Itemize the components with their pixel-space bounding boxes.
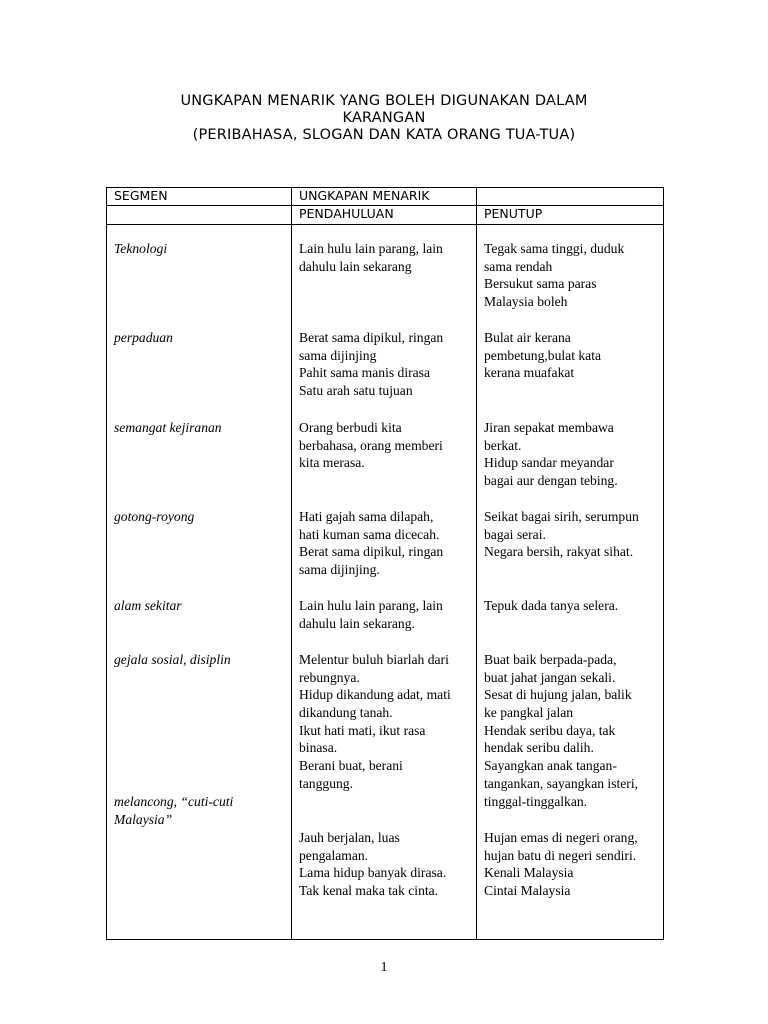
pendahuluan-cell-2 (299, 329, 443, 400)
header-segmen: SEGMEN (107, 188, 292, 206)
pendahuluan-text-line: sama dijinjing (299, 347, 377, 363)
penutup-text-line: bagai aur dengan tebing. (484, 473, 618, 489)
segmen-text-line: alam sekitar (114, 598, 182, 613)
pendahuluan-text-line: dahulu lain sekarang. (299, 615, 415, 631)
penutup-text-line: buat jahat jangan sekali. (484, 669, 616, 685)
pendahuluan-text-line: dahulu lain sekarang (299, 258, 412, 274)
penutup-text-line: Seikat bagai sirih, serumpun (484, 509, 639, 524)
penutup-text-line: bagai serai. (484, 526, 546, 542)
penutup-text-line: sama rendah (484, 258, 553, 274)
pendahuluan-text-line: Ikut hati mati, ikut rasa (299, 722, 426, 738)
segmen-cell-3 (114, 419, 222, 437)
pendahuluan-column (292, 225, 477, 940)
header-penutup: PENUTUP (477, 206, 664, 225)
penutup-text-line: Tegak sama tinggi, duduk (484, 241, 625, 256)
pendahuluan-text-line: Pahit sama manis dirasa (299, 365, 430, 381)
title-line-2: KARANGAN (342, 110, 426, 126)
penutup-cell-2 (484, 329, 601, 382)
penutup-text-line: Tepuk dada tanya selera. (484, 598, 619, 613)
pendahuluan-text-line: Melentur buluh biarlah dari (299, 652, 449, 667)
pendahuluan-text-line: sama dijinjing. (299, 562, 380, 578)
expressions-table (106, 187, 664, 940)
table-header-row-2 (107, 206, 664, 225)
pendahuluan-cell-4 (299, 508, 443, 579)
pendahuluan-text-line: Lain hulu lain parang, lain (299, 241, 443, 256)
pendahuluan-text-line: Orang berbudi kita (299, 420, 402, 435)
penutup-text-line: hujan batu di negeri sendiri. (484, 847, 637, 863)
pendahuluan-text-line: Berani buat, berani (299, 758, 403, 774)
segmen-text-line: gejala sosial, disiplin (114, 652, 231, 667)
penutup-text-line: Negara bersih, rakyat sihat. (484, 544, 634, 560)
title-line-1: UNGKAPAN MENARIK YANG BOLEH DIGUNAKAN DALAM (180, 93, 588, 109)
segmen-cell-5 (114, 597, 182, 615)
pendahuluan-text-line: kita merasa. (299, 455, 365, 471)
penutup-text-line: Hendak seribu daya, tak (484, 722, 616, 738)
penutup-text-line: Hujan emas di negeri orang, (484, 830, 638, 845)
penutup-cell-3 (484, 419, 618, 490)
pendahuluan-cell-5 (299, 597, 443, 632)
segmen-text-line: perpaduan (114, 330, 173, 345)
segmen-column (107, 225, 292, 940)
pendahuluan-text-line: Tak kenal maka tak cinta. (299, 883, 439, 899)
penutup-text-line: tangankan, sayangkan isteri, (484, 775, 639, 791)
pendahuluan-text-line: Satu arah satu tujuan (299, 383, 413, 399)
segmen-cell-7 (114, 793, 233, 828)
penutup-text-line: Jiran sepakat membawa (484, 420, 614, 435)
pendahuluan-text-line: tanggung. (299, 775, 353, 791)
header-empty-segmen (107, 206, 292, 225)
pendahuluan-text-line: Berat sama dipikul, ringan (299, 544, 444, 560)
penutup-text-line: Kenali Malaysia (484, 865, 574, 881)
segmen-cell-1 (114, 240, 167, 258)
pendahuluan-cell-1 (299, 240, 443, 275)
penutup-text-line: tinggal-tinggalkan. (484, 793, 588, 809)
header-pendahuluan: PENDAHULUAN (292, 206, 477, 225)
penutup-cell-7 (484, 829, 638, 900)
segmen-cell-6 (114, 651, 231, 669)
segmen-cell-2 (114, 329, 173, 347)
penutup-text-line: hendak seribu dalih. (484, 740, 594, 756)
pendahuluan-cell-7 (299, 829, 446, 900)
penutup-text-line: Bulat air kerana (484, 330, 571, 345)
header-ungkapan: UNGKAPAN MENARIK (292, 188, 477, 206)
segmen-text-line: gotong-royong (114, 509, 195, 524)
pendahuluan-text-line: hati kuman sama dicecah. (299, 526, 440, 542)
pendahuluan-text-line: dikandung tanah. (299, 705, 393, 721)
pendahuluan-cell-3 (299, 419, 443, 472)
penutup-text-line: Hidup sandar meyandar (484, 455, 614, 471)
pendahuluan-text-line: pengalaman. (299, 847, 369, 863)
penutup-text-line: kerana muafakat (484, 365, 575, 381)
header-empty (477, 188, 664, 206)
pendahuluan-text-line: Hidup dikandung adat, mati (299, 687, 451, 703)
penutup-text-line: ke pangkal jalan (484, 705, 574, 721)
pendahuluan-cell-6 (299, 651, 451, 793)
pendahuluan-text-line: binasa. (299, 740, 338, 756)
segmen-text-line: melancong, “cuti-cuti (114, 794, 234, 809)
penutup-text-line: pembetung,bulat kata (484, 347, 602, 363)
penutup-cell-1 (484, 240, 624, 311)
title-line-3: (PERIBAHASA, SLOGAN DAN KATA ORANG TUA-TUA) (192, 127, 576, 143)
pendahuluan-text-line: Hati gajah sama dilapah, (299, 509, 434, 524)
penutup-text-line: Malaysia boleh (484, 294, 568, 310)
segmen-text-line: semangat kejiranan (114, 420, 222, 435)
table-header-row-1 (107, 188, 664, 206)
penutup-text-line: berkat. (484, 437, 522, 453)
penutup-text-line: Sayangkan anak tangan- (484, 758, 617, 774)
penutup-text-line: Sesat di hujung jalan, balik (484, 687, 632, 703)
segmen-cell-4 (114, 508, 194, 526)
penutup-cell-4 (484, 508, 639, 561)
penutup-cell-5 (484, 597, 618, 615)
penutup-text-line: Bersukut sama paras (484, 276, 597, 292)
pendahuluan-text-line: rebungnya. (299, 669, 360, 685)
penutup-cell-6 (484, 651, 638, 810)
page-number: 1 (380, 960, 388, 975)
penutup-column (477, 225, 664, 940)
penutup-text-line: Buat baik berpada-pada, (484, 652, 617, 667)
pendahuluan-text-line: Lain hulu lain parang, lain (299, 598, 443, 613)
table-body (107, 225, 664, 940)
document-title (0, 93, 768, 144)
pendahuluan-text-line: Lama hidup banyak dirasa. (299, 865, 447, 881)
segmen-text-line: Malaysia” (114, 811, 173, 827)
pendahuluan-text-line: berbahasa, orang memberi (299, 437, 443, 453)
penutup-text-line: Cintai Malaysia (484, 883, 571, 899)
pendahuluan-text-line: Berat sama dipikul, ringan (299, 330, 444, 345)
pendahuluan-text-line: Jauh berjalan, luas (299, 830, 400, 845)
segmen-text-line: Teknologi (114, 241, 168, 256)
